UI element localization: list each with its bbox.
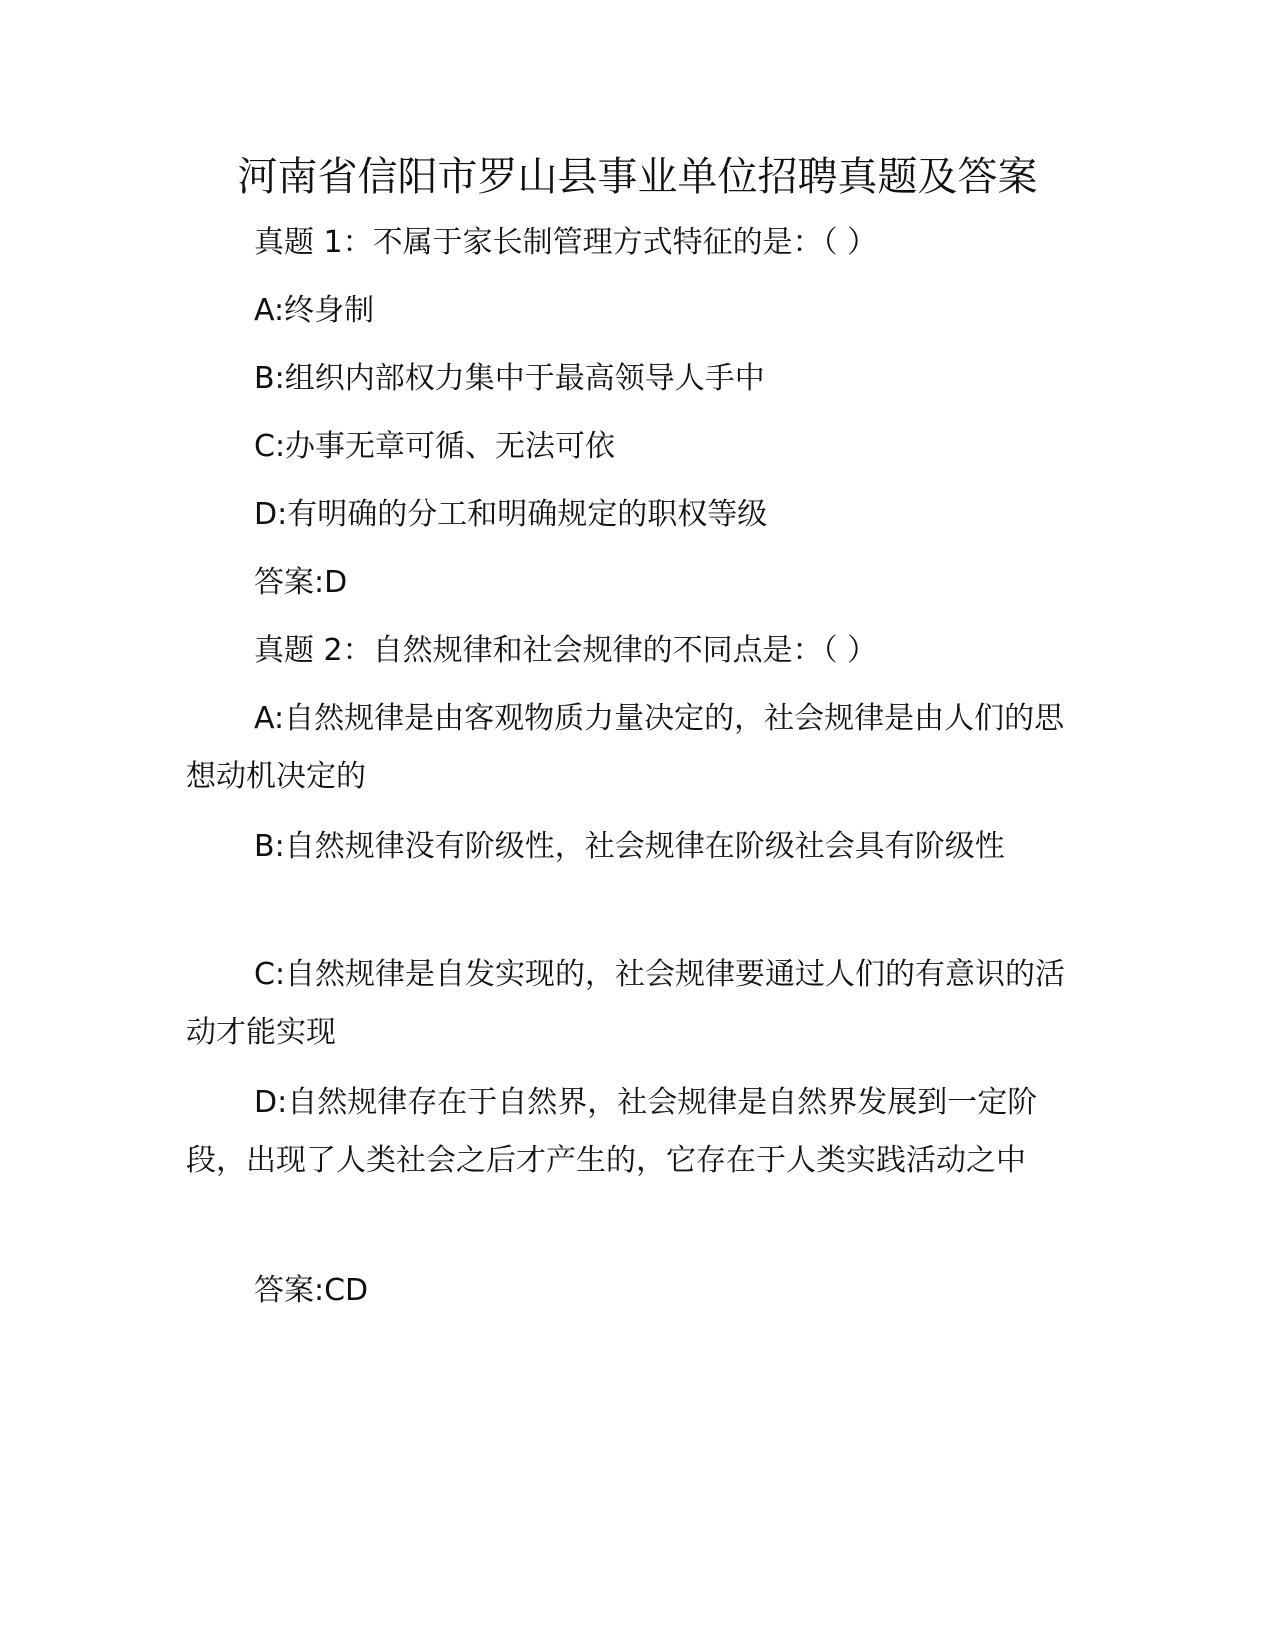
question-1-option-a: A:终身制 [254, 293, 375, 328]
question-2-answer: 答案:CD [254, 1273, 369, 1308]
question-1-option-b: B:组织内部权力集中于最高领导人手中 [254, 361, 765, 396]
question-2-text: 真题 2：自然规律和社会规律的不同点是：（ ） [254, 633, 878, 668]
question-1-answer: 答案:D [254, 565, 348, 600]
document-title: 河南省信阳市罗山县事业单位招聘真题及答案 [237, 154, 1038, 200]
question-2-option-a: A:自然规律是由客观物质力量决定的，社会规律是由人们的思想动机决定的 [186, 701, 1065, 794]
question-1-option-c: C:办事无章可循、无法可依 [254, 429, 616, 464]
question-2-option-b: B:自然规律没有阶级性，社会规律在阶级社会具有阶级性 [254, 829, 1005, 864]
question-2-option-d: D:自然规律存在于自然界，社会规律是自然界发展到一定阶段，出现了人类社会之后才产生的，它存在于人类实践活动之中 [186, 1085, 1038, 1178]
question-2-option-c: C:自然规律是自发实现的，社会规律要通过人们的有意识的活动才能实现 [186, 957, 1066, 1050]
question-1-text: 真题 1：不属于家长制管理方式特征的是：（ ） [254, 225, 878, 260]
question-1-option-d: D:有明确的分工和明确规定的职权等级 [254, 497, 768, 532]
